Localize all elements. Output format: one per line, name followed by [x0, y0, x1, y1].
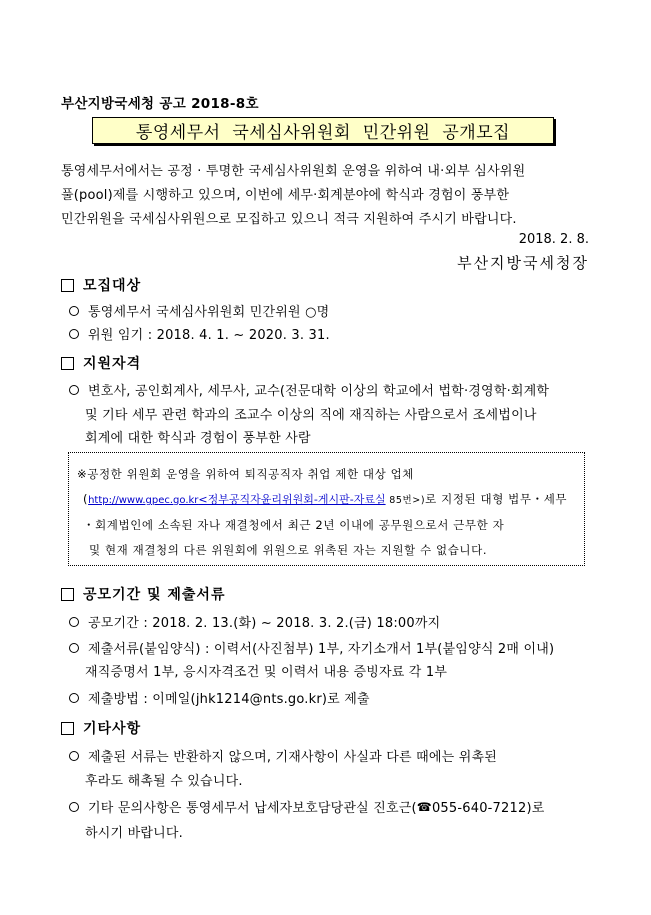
intro-line-2: 풀(pool)제를 시행하고 있으며, 이번에 세무·회계분야에 학식과 경험이 풍부한	[61, 188, 510, 203]
section-heading-text: 지원자격	[83, 356, 142, 372]
section-heading-period-documents	[61, 584, 225, 604]
circle-bullet-icon	[69, 385, 79, 395]
issuer: 부산지방국세청장	[457, 254, 589, 272]
section-heading-text: 모집대상	[83, 278, 142, 294]
list-item-text: 변호사, 공인회계사, 세무사, 교수(전문대학 이상의 학교에서 법학·경영학·회계학	[88, 384, 550, 399]
list-item	[69, 688, 370, 707]
note-line-2-rest: 로 지정된 대형 법무・세무	[425, 492, 568, 506]
intro-line-3: 민간위원을 국세심사위원으로 모집하고 있으니 적극 지원하여 주시기 바랍니다.	[61, 212, 517, 227]
section-heading-text: 기타사항	[83, 721, 142, 737]
circle-bullet-icon	[69, 693, 79, 703]
page-title-text: 통영세무서 국세심사위원회 민간위원 공개모집	[135, 123, 511, 143]
list-item-continuation: 하시기 바랍니다.	[85, 826, 183, 841]
notice-date: 2018. 2. 8.	[518, 232, 589, 247]
list-item-text: 제출된 서류는 반환하지 않으며, 기재사항이 사실과 다른 때에는 위촉된	[88, 750, 497, 765]
list-item-text: 제출방법 : 이메일(jhk1214@nts.go.kr)로 제출	[88, 692, 370, 707]
restriction-note-box	[68, 452, 585, 566]
circle-bullet-icon	[69, 306, 79, 316]
circle-bullet-icon	[69, 802, 79, 812]
circle-bullet-icon	[69, 329, 79, 339]
list-item	[69, 324, 330, 343]
list-item-text: 통영세무서 국세심사위원회 민간위원 ○명	[88, 305, 330, 320]
list-item-continuation: 재직증명서 1부, 응시자격조건 및 이력서 내용 증빙자료 각 1부	[85, 665, 448, 680]
list-item	[69, 797, 544, 816]
phone-number: 055-640-7212)로	[431, 801, 545, 816]
section-heading-other	[61, 718, 141, 738]
note-link-suffix: 85번>)	[385, 495, 426, 506]
list-item-continuation: 및 기타 세무 관련 학과의 조교수 이상의 직에 재직하는 사람으로서 조세법이나	[85, 408, 537, 423]
link-path: <정부공직자윤리위원회-게시판-자료실	[198, 493, 386, 506]
list-item-text: 제출서류(붙임양식) : 이력서(사진첨부) 1부, 자기소개서 1부(붙임양식 2매 이내)	[88, 642, 555, 657]
section-heading-qualifications	[61, 353, 141, 373]
note-line-3: ・회계법인에 소속된 자나 재결청에서 최근 2년 이내에 공무원으로서 근무한 자	[83, 518, 505, 532]
circle-bullet-icon	[69, 643, 79, 653]
square-bullet-icon	[61, 588, 74, 601]
list-item	[69, 380, 549, 399]
note-line-4: 및 현재 재결청의 다른 위원회에 위원으로 위촉된 자는 지원할 수 없습니다.	[89, 543, 488, 557]
circle-bullet-icon	[69, 751, 79, 761]
list-item	[69, 301, 329, 320]
list-item-text: 위원 임기 : 2018. 4. 1. ~ 2020. 3. 31.	[88, 328, 330, 343]
note-link-prefix: (	[83, 492, 89, 506]
section-heading-recruitment-target	[61, 275, 141, 295]
list-item-text: 기타 문의사항은 통영세무서 납세자보호담당관실 진호근(	[88, 801, 417, 816]
gpec-link[interactable]	[88, 495, 386, 506]
intro-line-1: 통영세무서에서는 공정 · 투명한 국세심사위원회 운영을 위하여 내·외부 심사위원	[61, 164, 526, 179]
link-url: http://www.gpec.go.kr	[88, 495, 199, 506]
notice-number: 부산지방국세청 공고 2018-8호	[61, 96, 259, 112]
list-item-text: 공모기간 : 2018. 2. 13.(화) ~ 2018. 3. 2.(금) 18:00까지	[88, 616, 441, 631]
list-item	[69, 612, 440, 631]
note-line-1: ※공정한 위원회 운영을 위하여 퇴직공직자 취업 제한 대상 업체	[77, 467, 415, 481]
square-bullet-icon	[61, 357, 74, 370]
phone-icon: ☎	[416, 799, 432, 814]
square-bullet-icon	[61, 722, 74, 735]
list-item	[69, 746, 497, 765]
list-item-continuation: 회계에 대한 학식과 경험이 풍부한 사람	[85, 431, 311, 446]
list-item-continuation: 후라도 해촉될 수 있습니다.	[85, 774, 243, 789]
section-heading-text: 공모기간 및 제출서류	[83, 587, 226, 603]
list-item	[69, 638, 554, 657]
note-line-2	[83, 491, 567, 507]
circle-bullet-icon	[69, 617, 79, 627]
page-title	[92, 117, 554, 144]
square-bullet-icon	[61, 279, 74, 292]
